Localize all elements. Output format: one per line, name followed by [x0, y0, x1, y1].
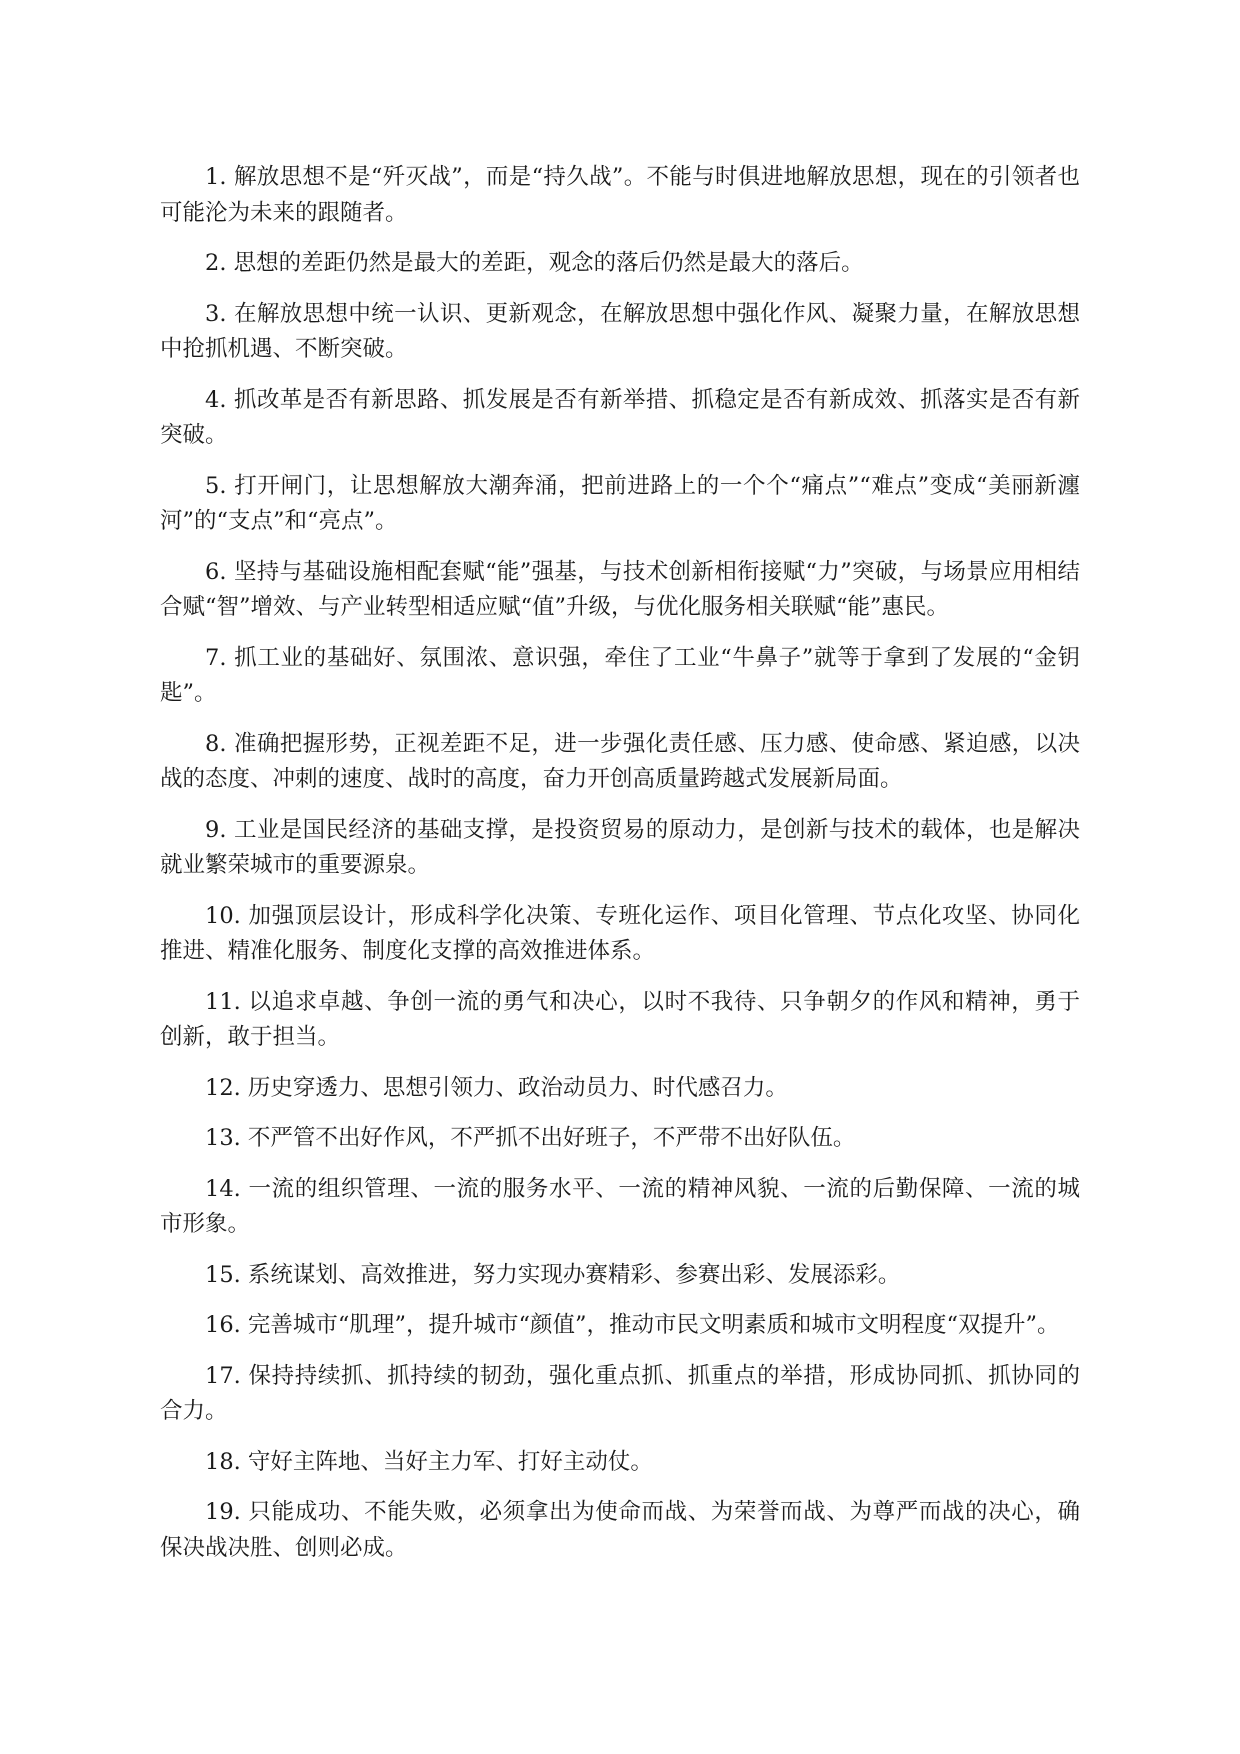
paragraph-8: 8. 准确把握形势，正视差距不足，进一步强化责任感、压力感、使命感、紧迫感，以决战的态度、冲刺的速度、战时的高度，奋力开创高质量跨越式发展新局面。 [160, 730, 1080, 792]
paragraph-10: 10. 加强顶层设计，形成科学化决策、专班化运作、项目化管理、节点化攻坚、协同化推进、精准化服务、制度化支撑的高效推进体系。 [160, 902, 1080, 964]
paragraph-9: 9. 工业是国民经济的基础支撑，是投资贸易的原动力，是创新与技术的载体，也是解决就业繁荣城市的重要源泉。 [160, 816, 1080, 878]
paragraph-4: 4. 抓改革是否有新思路、抓发展是否有新举措、抓稳定是否有新成效、抓落实是否有新突破。 [160, 386, 1080, 448]
paragraph-1: 1. 解放思想不是“歼灭战”，而是“持久战”。不能与时俱进地解放思想，现在的引领者也可能沦为未来的跟随者。 [160, 164, 1080, 226]
paragraph-5: 5. 打开闸门，让思想解放大潮奔涌，把前进路上的一个个“痛点”“难点”变成“美丽新瀍河”的“支点”和“亮点”。 [160, 472, 1080, 534]
document-body [160, 160, 1080, 1581]
paragraph-19: 19. 只能成功、不能失败，必须拿出为使命而战、为荣誉而战、为尊严而战的决心，确保决战决胜、创则必成。 [160, 1499, 1080, 1561]
paragraph-11: 11. 以追求卓越、争创一流的勇气和决心，以时不我待、只争朝夕的作风和精神，勇于创新，敢于担当。 [160, 988, 1080, 1050]
paragraph-3: 3. 在解放思想中统一认识、更新观念，在解放思想中强化作风、凝聚力量，在解放思想中抢抓机遇、不断突破。 [160, 300, 1080, 362]
paragraph-14: 14. 一流的组织管理、一流的服务水平、一流的精神风貌、一流的后勤保障、一流的城市形象。 [160, 1175, 1080, 1237]
paragraph-13: 13. 不严管不出好作风，不严抓不出好班子，不严带不出好队伍。 [205, 1125, 856, 1151]
paragraph-6: 6. 坚持与基础设施相配套赋“能”强基，与技术创新相衔接赋“力”突破，与场景应用相结合赋“智”增效、与产业转型相适应赋“值”升级，与优化服务相关联赋“能”惠民。 [160, 558, 1080, 620]
paragraph-17: 17. 保持持续抓、抓持续的韧劲，强化重点抓、抓重点的举措，形成协同抓、抓协同的合力。 [160, 1362, 1080, 1424]
paragraph-18: 18. 守好主阵地、当好主力军、打好主动仗。 [205, 1448, 653, 1475]
paragraph-15: 15. 系统谋划、高效推进，努力实现办赛精彩、参赛出彩、发展添彩。 [205, 1261, 901, 1288]
paragraph-16: 16. 完善城市“肌理”，提升城市“颜值”，推动市民文明素质和城市文明程度“双提升”。 [205, 1312, 1060, 1338]
paragraph-12: 12. 历史穿透力、思想引领力、政治动员力、时代感召力。 [205, 1074, 788, 1101]
paragraph-7: 7. 抓工业的基础好、氛围浓、意识强，牵住了工业“牛鼻子”就等于拿到了发展的“金钥匙”。 [160, 644, 1080, 706]
paragraph-2: 2. 思想的差距仍然是最大的差距，观念的落后仍然是最大的落后。 [205, 250, 864, 276]
